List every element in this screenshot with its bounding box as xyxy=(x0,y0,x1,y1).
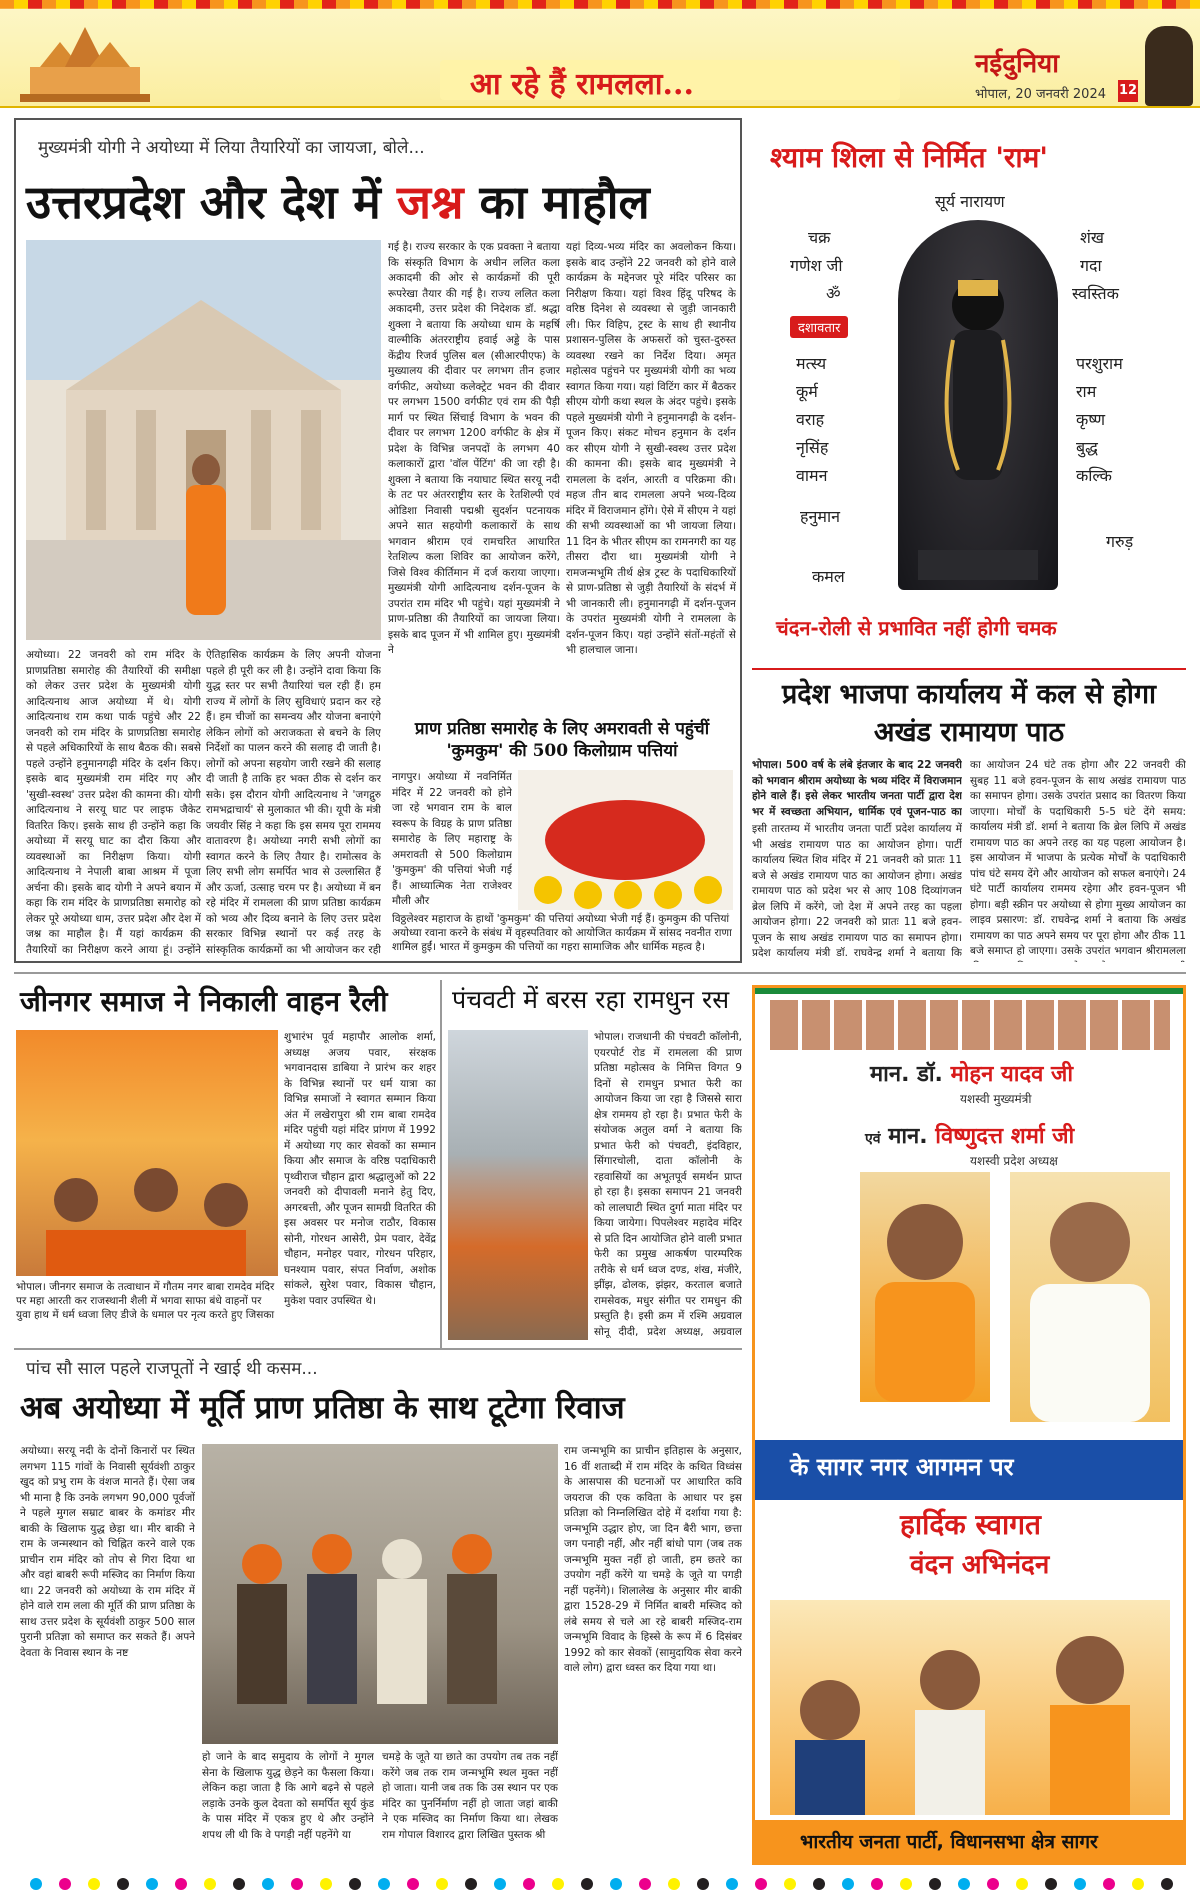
local-leaders-photo xyxy=(770,1600,1170,1815)
yogi-temple-photo xyxy=(26,240,381,640)
vd-sharma-photo xyxy=(1010,1172,1170,1422)
kumkum-caption: विठ्ठलेश्वर महाराज के हाथों 'कुमकुम' की पत्तियां अयोध्या भेजी गई हैं। कुमकुम की पत्तियां अयोध्या रवाना करने के संबंध में वृहस्पतिवार को आयोजित कार्यक्रम में सांसद नवनीत राणा शामिल हुईं। भारत में कुमकुम की पत्तियों का गहरा सामाजिक और धार्मिक महत्व है। xyxy=(392,913,732,953)
bjp-office-col-1: इसी तारतम्य में भारतीय जनता पार्टी प्रदेश कार्यालय में भी अखंड रामायण पाठ का आयोजन होगा। पार्टी कार्यालय स्थित शिव मंदिर में 21 जनवरी को प्रातः 11 बजे से अखंड रामायण पाठ का आयोजन होगा। अखंड रामायण पाठ को प्रदेश भर से आए 108 दिव्यांगजन ब्रेल लिपि में करेंगे, जो देश में अपने तरह का पहला आयोजन होगा। 22 जनवरी को प्रातः 11 बजे हवन-पूजन के साथ अखंड रामायण पाठ का समापन होगा। प्रदेश कार्यालय मंत्री डॉ. राघवेन्द्र शर्मा ने बताया कि xyxy=(752,823,962,959)
divider xyxy=(440,980,442,1350)
label-surya: सूर्य नारायण xyxy=(935,192,1005,211)
registration-dot xyxy=(784,1878,796,1890)
registration-dot xyxy=(523,1878,535,1890)
registration-dot xyxy=(697,1878,709,1890)
registration-dot xyxy=(117,1878,129,1890)
registration-dot xyxy=(262,1878,274,1890)
label-narasimha: नृसिंह xyxy=(796,438,829,457)
page-number: 12 xyxy=(1118,80,1138,102)
label-chakra: चक्र xyxy=(808,228,831,247)
panchvati-body: भोपाल। राजधानी की पंचवटी कॉलोनी, एयरपोर्ट रोड में रामलला की प्राण प्रतिष्ठा महोत्सव के निमित्त विगत 9 दिनों से रामधुन प्रभात फेरी का आयोजन किया जा रहा है जिससे सारा क्षेत्र राममय हो रहा है। प्रभात फेरी के संयोजक अतुल वर्मा ने बताया कि प्रभात फेरी को पंचवटी, इंदविहार, सिंगारचोली, दाता कॉलोनी के रहवासियों का अभूतपूर्व समर्थन प्राप्त हो रहा है। इसका समापन 21 जनवरी को लालघाटी स्थित दुर्गा माता मंदिर पर किया जायेगा। पिपलेश्वर महादेव मंदिर से प्रति दिन आयोजित होने वाली प्रभात फेरी का प्रमुख आकर्षण पारम्परिक तरीके से धर्म ध्वज दण्ड, शंख, मंजीरे, झींझ, ढोलक, झंझर, करताल बजाते रामसेवक, मधुर संगीत पर रामधुन की प्रस्तुति है। इसी क्रम में रश्मि अग्रवाल सोनू दीदी, प्रदेश अध्यक्ष, अग्रवाल xyxy=(594,1031,742,1338)
section-title: आ रहे हैं रामलला... xyxy=(470,67,694,102)
leaders-photo-strip xyxy=(770,1000,1170,1050)
divider xyxy=(752,668,1186,670)
ram-idol-image xyxy=(898,220,1058,590)
ad-line-2: हार्दिक स्वागत xyxy=(900,1508,1041,1541)
jeengar-body: शुभारंभ पूर्व महापौर आलोक शर्मा, अध्यक्ष अजय पवार, संरक्षक भगवानदास डाबिया ने प्रारंभ कर शहर के विभिन्न स्थानों पर धर्म यात्रा का विभिन्न समाजों ने स्वागत सम्मान किया अंत में लखेरापुरा श्री राम बाबा रामदेव मंदिर पहुंची यहां मंदिर प्रांगण में 1992 में अयोध्या गए कार सेवकों का सम्मान किया और समाज के वरिष्ठ पदाधिकारी पृथ्वीराज चौहान द्वारा श्रद्धालुओं को 22 जनवरी को दीपावली मनाने हेतु दिए, अगरबत्ती, और पूजन सामग्री वितरित की इस अवसर पर मनोज राठौर, विकास सोनी, गोरधन आसेरी, प्रेम पवार, देवेंद्र चौहान, मनोहर पवार, गोरधन परिहार, घनश्याम पवार, संपत निर्वाण, अशोक सांकले, सुरेश पवार, विकास चौहान, मुकेश पवार उपस्थित थे। xyxy=(284,1031,436,1307)
registration-dot xyxy=(291,1878,303,1890)
label-hanuman: हनुमान xyxy=(800,507,840,526)
registration-dot xyxy=(378,1878,390,1890)
label-kurma: कूर्म xyxy=(796,382,818,401)
registration-dot xyxy=(610,1878,622,1890)
label-matsya: मत्स्य xyxy=(796,354,827,373)
thakur-group-photo xyxy=(202,1444,558,1744)
paper-logo: नईदुनिया xyxy=(975,49,1059,79)
registration-dot xyxy=(842,1878,854,1890)
jeengar-headline: जीनगर समाज ने निकाली वाहन रैली xyxy=(20,985,388,1018)
lead-col-3: गई है। राज्य सरकार के एक प्रवक्ता ने बताया कि संस्कृति विभाग के अधीन ललित कला अकादमी की ओर से कार्यक्रमों की पूरी रूपरेखा तैयार की गई है। राज्य ललित कला अकादमी, उत्तर प्रदेश की निदेशक डॉ. श्रद्धा शुक्ला ने बताया कि अयोध्या धाम के महर्षि वाल्मीकि अंतरराष्ट्रीय हवाई अड्डे के पास केंद्रीय रिजर्व पुलिस बल (सीआरपीएफ) के मुख्यालय की दीवार पर लगभग तीन हजार वर्गफीट, अयोध्या कलेक्ट्रेट भवन की दीवार पर लगभग 1500 वर्गफीट एवं राम की पैड़ी मार्ग पर स्थित सिंचाई विभाग के भवन की दीवार पर लगभग 1200 वर्गफीट के क्षेत्र में प्रदेश के विभिन्न जनपदों के लगभग 40 कलाकारों द्वारा 'वॉल पेंटिंग' की जा रही है। शुक्ला ने बताया कि नयाघाट स्थित सरयू नदी के तट पर अंतरराष्ट्रीय स्तर के रेतशिल्पी एवं ओडिशा निवासी पद्मश्री सुदर्शन पटनायक अपने सात सहयोगी कलाकारों के साथ भगवान श्रीराम एवं रामचरित आधारित रेतशिल्प कला शिविर का आयोजन करेंगे, जिसे विश्व कीर्तिमान में दर्ज कराया जाएगा। मुख्यमंत्री योगी आदित्यनाथ दर्शन-पूजन के उपरांत राम मंदिर भी पहुंचे। यहां मुख्यमंत्री ने प्राण-प्रतिष्ठा की तैयारियों का जायजा लिया। इसके बाद पूजन में भी शामिल हुए। मुख्यमंत्री ने xyxy=(388,241,560,656)
bjp-office-col-2: का आयोजन 24 घंटे तक होगा और 22 जनवरी की सुबह 11 बजे हवन-पूजन के साथ अखंड रामायण पाठ का समापन होगा। उसके उपरांत प्रसाद का वितरण किया जाएगा। मोर्चों के पदाधिकारी 5-5 घंटे देंगे समय: कार्यालय मंत्री डॉ. शर्मा ने बताया कि ब्रेल लिपि में अखंड रामायण पाठ का अपने तरह का यह पहला आयोजन है। इस आयोजन में भाजपा के प्रत्येक मोर्चों के पदाधिकारी पांच घंटे समय देंगे और आयोजन को सफल बनाएंगे। 24 घंटे पार्टी कार्यालय राममय रहेगा और हवन-पूजन भी होगा। बड़ी स्क्रीन पर अयोध्या से होगा मुख्य आयोजन का लाइव प्रसारण: डॉ. राघवेन्द्र शर्मा ने बताया कि अखंड रामायण का पाठ अपने समय पर पूरा होगा और ठीक 11 बजे समाप्त हो जाएगा। उसके उपरांत भगवान श्रीरामलला xyxy=(970,759,1186,957)
ad-title-2: यशस्वी प्रदेश अध्यक्ष xyxy=(970,1154,1058,1168)
temple-illustration xyxy=(20,22,150,102)
kumkum-headline: प्राण प्रतिष्ठा समारोह के लिए अमरावती से पहुंचीं 'कुमकुम' की 500 किलोग्राम पत्तियां xyxy=(414,719,710,761)
rally-photo xyxy=(16,1030,278,1276)
registration-dot xyxy=(755,1878,767,1890)
registration-dot xyxy=(958,1878,970,1890)
registration-dot xyxy=(639,1878,651,1890)
ad-line-3: वंदन अभिनंदन xyxy=(910,1550,1050,1580)
label-krishna: कृष्ण xyxy=(1076,410,1106,429)
label-garuda: गरुड़ xyxy=(1106,532,1134,551)
label-kamal: कमल xyxy=(812,567,845,586)
label-parshuram: परशुराम xyxy=(1076,354,1123,373)
lead-col-1: अयोध्या। 22 जनवरी को राम मंदिर के प्राणप्रतिष्ठा समारोह की तैयारियों की समीक्षा को लेकर उत्तर प्रदेश के मुख्यमंत्री योगी आदित्यनाथ आज अयोध्या में थे। योगी आदित्यनाथ राम कथा पार्क पहुंचे और 22 जनवरी को राम मंदिर के प्राणप्रतिष्ठा समारोह से पहले अधिकारियों के साथ बैठक की। सबसे पहले उन्होंने हनुमानगढ़ी मंदिर के दर्शन किए। इसके बाद मुख्यमंत्री राम मंदिर गए और 'सुखी-स्वस्थ' उत्तर प्रदेश की कामना की। योगी आदित्यनाथ ने सरयू घाट पर लाइफ जैकेट वितरित किए। इसके साथ ही उन्होंने कहा कि अयोध्या में सरयू घाट का दौरा किया और व्यवस्थाओं का निरीक्षण किया। योगी आदित्यनाथ ने नेपाली बाबा आश्रम में पूजा अर्चना की। इसके बाद योगी ने अपने बयान में कहा कि राम मंदिर के प्राणप्रतिष्ठा समारोह को लेकर पूरे अयोध्या धाम, उत्तर प्रदेश और देश में जश्न का माहौल है। मैं यहां कार्यक्रम की तैयारियों का निरीक्षण करने आया हूं। उन्होंने xyxy=(26,649,201,956)
prabhat-feri-photo xyxy=(448,1030,588,1340)
label-buddha: बुद्ध xyxy=(1076,438,1098,457)
jeengar-caption: भोपाल। जीनगर समाज के तत्वाधान में गौतम नगर बाबा रामदेव मंदिर पर महा आरती कर राजस्थानी शैली में भगवा साफा बंधे वाहनों पर युवा हाथ में धर्म ध्वजा लिए डीजे के धमाल पर नृत्य करते हुए जिसका xyxy=(16,1281,275,1321)
registration-dot xyxy=(871,1878,883,1890)
ad-title-1: यशस्वी मुख्यमंत्री xyxy=(960,1092,1032,1106)
ad-green-band xyxy=(755,988,1183,994)
dateline: भोपाल, 20 जनवरी 2024 xyxy=(975,87,1106,102)
label-shankh: शंख xyxy=(1080,228,1104,247)
registration-dot xyxy=(436,1878,448,1890)
label-kalki: कल्कि xyxy=(1076,466,1112,485)
registration-dot xyxy=(233,1878,245,1890)
registration-dot xyxy=(407,1878,419,1890)
registration-dot xyxy=(1016,1878,1028,1890)
rajput-kicker: पांच सौ साल पहले राजपूतों ने खाई थी कसम... xyxy=(26,1359,318,1379)
rajput-col-4: राम जन्मभूमि का प्राचीन इतिहास के अनुसार, 16 वीं शताब्दी में राम मंदिर के कथित विध्वंस के आसपास की घटनाओं पर आधारित कवि जयराज की एक कविता के आधार पर इस प्रतिज्ञा को निम्नलिखित दोहे में दर्शाया गया है: जन्मभूमि उद्धार होए, जा दिन बैरी भाग, छत्ता जग पनाही नहीं, और नहीं बांधो पाग (जब तक जन्मभूमि मुक्त नहीं हो जाती, हम छतरे का उपयोग नहीं करेंगे या चमड़े के जूते या पगड़ी नहीं पहनेंगे)। शिलालेख के अनुसार मीर बाकी द्वारा 1528-29 में निर्मित बाबरी मस्जिद को लंबे समय से चले आ रहे बाबरी मस्जिद-राम जन्मभूमि विवाद के हिस्से के रूप में 6 दिसंबर 1992 को कार सेवकों (सामुदायिक सेवा करने वाले लोग) द्वारा ध्वस्त कर दिया गया था। xyxy=(564,1445,742,1674)
bjp-office-lead: भोपाल। 500 वर्ष के लंबे इंतजार के बाद 22 जनवरी को भगवान श्रीराम अयोध्या के भव्य मंदिर में विराजमान होने वाले हैं। इसे लेकर भारतीय जनता पार्टी द्वारा देश भर में स्वच्छता अभियान, धार्मिक एवं पूजन-पाठ का xyxy=(752,759,962,818)
registration-dot xyxy=(146,1878,158,1890)
registration-dot xyxy=(320,1878,332,1890)
registration-dot xyxy=(30,1878,42,1890)
registration-dot xyxy=(465,1878,477,1890)
dashavatar-badge: दशावतार xyxy=(790,316,848,338)
registration-dot xyxy=(726,1878,738,1890)
panchvati-headline: पंचवटी में बरस रहा रामधुन रस xyxy=(452,985,730,1014)
rajput-col-2: हो जाने के बाद समुदाय के लोगों ने मुगल सेना के खिलाफ युद्ध छेड़ने का फैसला किया। लेकिन कहा जाता है कि आगे बढ़ने से पहले लड़ाके उनके कुल देवता को समर्पित सूर्य कुंड के पास मंदिर में एकत्र हुए थे और उन्होंने शपथ ली थी कि वे पगड़ी नहीं पहनेंगे या xyxy=(202,1751,374,1841)
registration-dot xyxy=(581,1878,593,1890)
label-swastik: स्वस्तिक xyxy=(1072,284,1119,303)
rajput-col-3: चमड़े के जूते या छाते का उपयोग तब तक नहीं करेंगे जब तक राम जन्मभूमि स्थल मुक्त नहीं हो जाता। यानी जब तक कि उस स्थान पर एक मंदिर का पुनर्निर्माण नहीं हो जाता जहां बाकी ने एक मस्जिद का निर्माण किया था। लेखक राम गोपाल विशारद द्वारा लिखित पुस्तक श्री xyxy=(382,1751,558,1841)
label-gada: गदा xyxy=(1080,256,1102,275)
registration-dot xyxy=(1132,1878,1144,1890)
kumkum-body: नागपुर। अयोध्या में नवनिर्मित मंदिर में 22 जनवरी को होने जा रहे भगवान राम के बाल स्वरूप के विग्रह के प्राण प्रतिष्ठा समारोह के लिए महाराष्ट्र के अमरावती से 500 किलोग्राम 'कुमकुम' की पत्तियां भेजी गई हैं। आध्यात्मिक नेता राजेश्वर मौली और xyxy=(392,771,512,907)
registration-dot xyxy=(900,1878,912,1890)
registration-dot xyxy=(494,1878,506,1890)
bjp-office-headline: प्रदेश भाजपा कार्यालय में कल से होगा अखंड रामायण पाठ xyxy=(781,679,1157,748)
registration-dot xyxy=(1161,1878,1173,1890)
lead-headline: उत्तरप्रदेश और देश में जश्न का माहौल xyxy=(26,175,650,229)
registration-dot xyxy=(1074,1878,1086,1890)
ad-name-2: एवं मान. विष्णुदत्त शर्मा जी xyxy=(865,1124,1075,1149)
registration-dot xyxy=(59,1878,71,1890)
mohan-yadav-photo xyxy=(860,1172,990,1402)
label-varaha: वराह xyxy=(796,410,825,429)
divider xyxy=(14,972,1186,974)
registration-dot xyxy=(1103,1878,1115,1890)
registration-dot xyxy=(987,1878,999,1890)
lead-col-2: ऐतिहासिक कार्यक्रम के लिए अपनी योजना पहले ही पूरी कर ली है। उन्होंने दावा किया कि युद्ध स्तर पर सभी तैयारियां चल रही हैं। हम राज्य में लोगों के लिए सुविधाएं प्रदान कर रहे हैं। हम चीजों का समन्वय और योजना बनाएंगे लेकिन लोगों को अराजकता से बचने के लिए निर्देशों का पालन करने की सलाह दी जाती है। लोगों को अपना सहयोग जारी रखने की सलाह दी जाती है ताकि हर भक्त ठीक से दर्शन कर सके। इस दौरान योगी आदित्यनाथ ने 'जगद्गुरु रामभद्राचार्य' से मुलाकात भी की। यूपी के मंत्री जयवीर सिंह ने कहा कि इस समय पूरा राममय वातावरण है। अयोध्या नगरी सभी लोगों का स्वागत करने के लिए तैयार है। रामोत्सव के लिए सभी लोग समर्पित भाव से उल्लासित हैं और ऊर्जा, उत्साह चरम पर है। अयोध्या में बन रहे मंदिर में रामलला की प्राण प्रतिष्ठा कार्यक्रम को भव्य और दिव्य बनाने के लिए उत्तर प्रदेश सरकार विभिन्न स्थानों पर कई तरह के सांस्कृतिक कार्यक्रमों का भी आयोजन कर रही xyxy=(206,649,381,956)
label-om: ॐ xyxy=(826,284,841,303)
registration-dot xyxy=(88,1878,100,1890)
rajput-headline: अब अयोध्या में मूर्ति प्राण प्रतिष्ठा के साथ टूटेगा रिवाज xyxy=(20,1390,625,1426)
label-ram: राम xyxy=(1076,382,1097,401)
registration-dot xyxy=(929,1878,941,1890)
lead-col-4: यहां दिव्य-भव्य मंदिर का अवलोकन किया। इसके बाद उन्होंने 22 जनवरी को होने वाले कार्यक्रम के मद्देनजर पूरे मंदिर परिसर का निरीक्षण किया। यहां विश्व हिंदू परिषद के वरिष्ठ दिनेश से व्यवस्था से जुड़ी जानकारी ली। फिर विहिप, ट्रस्ट के साथ ही स्थानीय प्रशासन-पुलिस के अफसरों को चुस्त-दुरुस्त व्यवस्था रखने का निर्देश दिया। अमृत महोत्सव पहुंचने पर मुख्यमंत्री योगी का भव्य स्वागत किया गया। यहां विटिंग कार में बैठकर सीएम योगी कथा स्थल के अंदर पहुंचे। इसके पहले मुख्यमंत्री योगी ने हनुमानगढ़ी के दर्शन-पूजन किए। संकट मोचन हनुमान के दर्शन कर सीएम योगी ने सुखी-स्वस्थ उत्तर प्रदेश की कामना की। इसके बाद मुख्यमंत्री ने रामलला के दर्शन, आरती व परिक्रमा की। महज तीन बाद रामलला अपने भव्य-दिव्य मंदिर में विराजमान होंगे। ऐसे में सीएम ने यहां की सभी व्यवस्थाओं का भी जायजा लिया। 11 दिन के भीतर सीएम का रामनगरी का यह तीसरा दौरा था। मुख्यमंत्री योगी ने रामजन्मभूमि तीर्थ क्षेत्र ट्रस्ट के पदाधिकारियों से प्राण-प्रतिष्ठा से जुड़ी तैयारियों के संदर्भ में भी जानकारी ली। हनुमानगढ़ी में दर्शन-पूजन के उपरांत मुख्यमंत्री योगी ने रामलला के दर्शन-पूजन किए। यहां उन्होंने संतों-महंतों से भी हालचाल जाना। xyxy=(566,241,736,656)
registration-dot xyxy=(349,1878,361,1890)
registration-dot xyxy=(668,1878,680,1890)
ad-line-1: के सागर नगर आगमन पर xyxy=(790,1453,1014,1481)
label-ganesh: गणेश जी xyxy=(790,256,843,275)
idol-caption: चंदन-रोली से प्रभावित नहीं होगी चमक xyxy=(776,616,1057,640)
lead-kicker: मुख्यमंत्री योगी ने अयोध्या में लिया तैयारियों का जायजा, बोले... xyxy=(38,138,425,158)
rajput-col-1: अयोध्या। सरयू नदी के दोनों किनारों पर स्थित लगभग 115 गांवों के निवासी सूर्यवंशी ठाकुर खुद को प्रभु राम के वंशज मानते हैं। ऐसा जब भी माना है कि उनके लगभग 90,000 पूर्वजों ने पहले मुगल सम्राट बाबर के कमांडर मीर बाकी के खिलाफ युद्ध छेड़ा था। मीर बाकी ने राम के जन्मस्थान को चिह्नित करने वाले एक प्राचीन राम मंदिर को तोप से गिरा दिया था और वहां बाबरी रूपी मस्जिद का निर्माण किया था। 22 जनवरी को अयोध्या के राम मंदिर में होने वाले राम लला की मूर्ति की प्राण प्रतिष्ठा के साथ उत्तर प्रदेश के सूर्यवंशी ठाकुर 500 साल पुरानी प्रतिज्ञा को समाप्त कर सकते हैं। अपने देवता के निवास स्थान के नष्ट xyxy=(20,1445,195,1659)
kumkum-photo xyxy=(518,770,733,910)
ramlala-icon xyxy=(1145,26,1193,106)
idol-title: श्याम शिला से निर्मित 'राम' xyxy=(770,141,1048,174)
registration-dot xyxy=(1045,1878,1057,1890)
label-vamana: वामन xyxy=(796,466,828,485)
ad-footer-text: भारतीय जनता पार्टी, विधानसभा क्षेत्र सागर xyxy=(800,1831,1098,1853)
registration-dot xyxy=(552,1878,564,1890)
registration-dot xyxy=(204,1878,216,1890)
registration-dot xyxy=(175,1878,187,1890)
registration-dot xyxy=(813,1878,825,1890)
divider xyxy=(14,1348,742,1350)
ad-name-1: मान. डॉ. मोहन यादव जी xyxy=(870,1062,1074,1087)
